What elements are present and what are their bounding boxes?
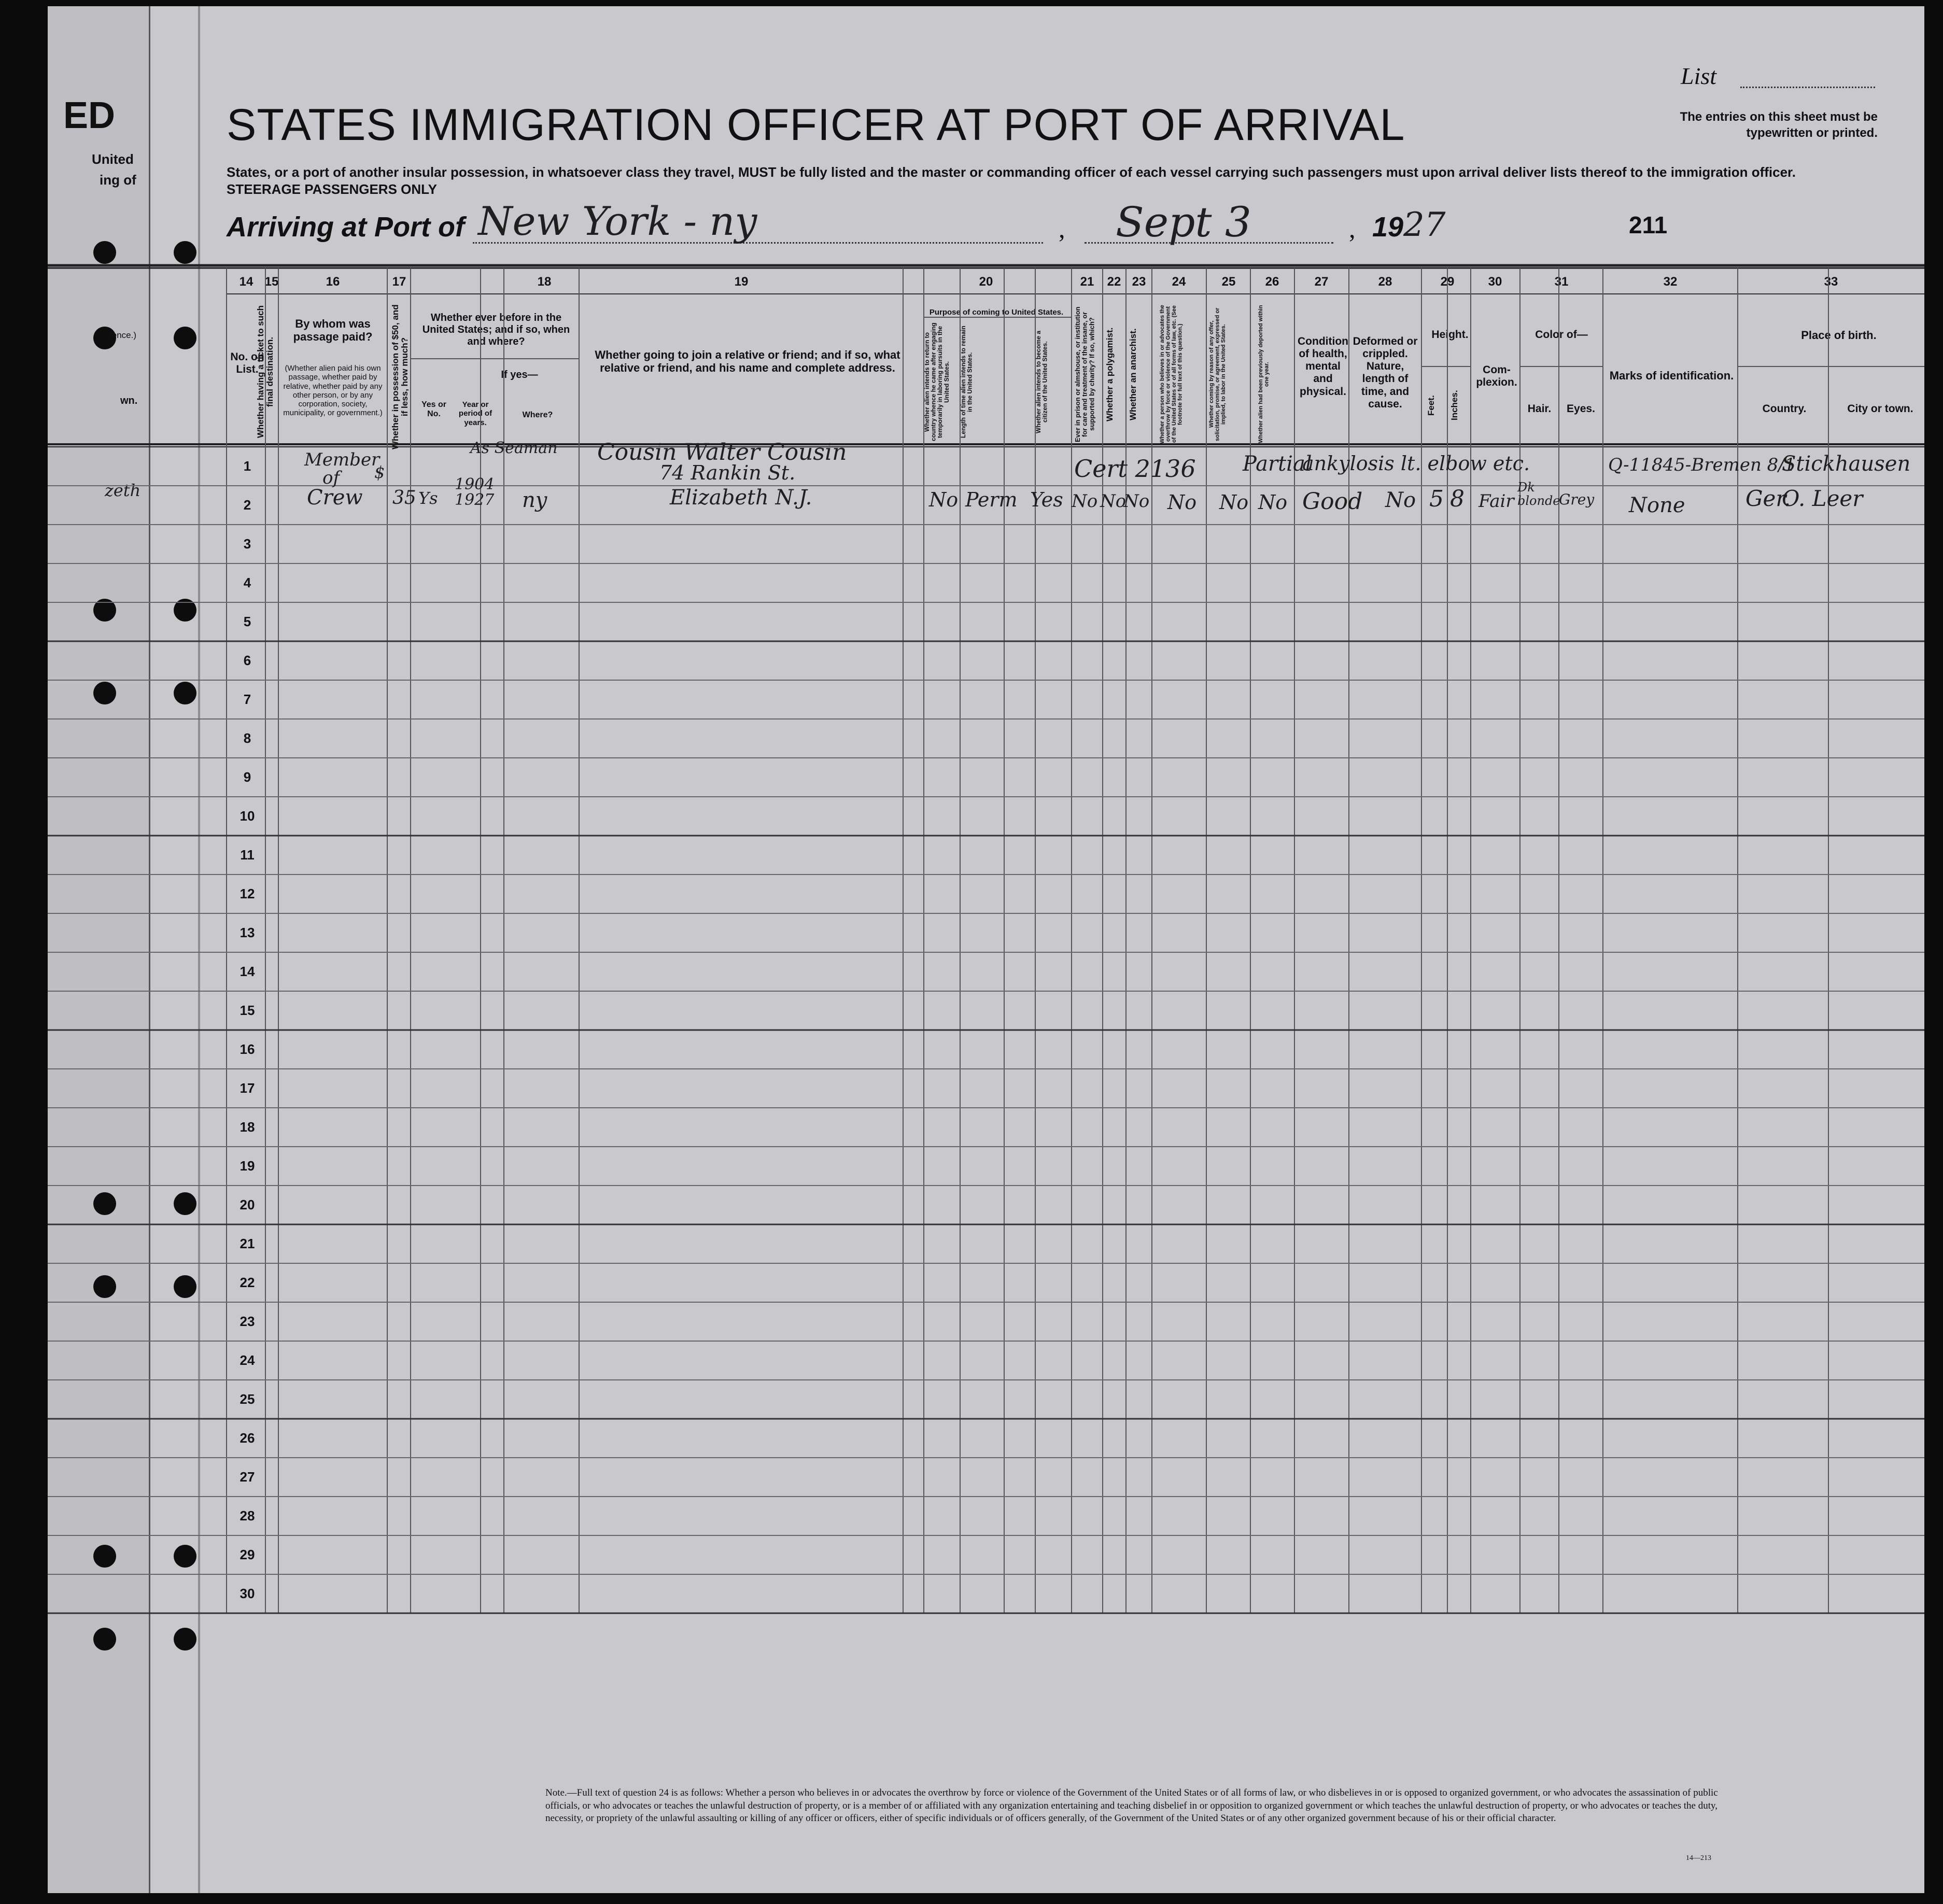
entry-health: Good xyxy=(1302,488,1363,515)
column-number: 18 xyxy=(537,275,552,289)
entry-hair: Dk blonde xyxy=(1517,480,1560,509)
date-handwritten: Sept 3 xyxy=(1116,198,1251,246)
header-city: City or town. xyxy=(1847,403,1913,415)
entry-paid-by-1: Member xyxy=(304,449,380,470)
row-number: 25 xyxy=(240,1391,255,1407)
row-number: 19 xyxy=(240,1158,255,1174)
entry-paid-by-3: Crew xyxy=(307,486,363,510)
entry-country: Ger. xyxy=(1745,486,1791,511)
subtitle: States, or a port of another insular possession, in whatsoever class they travel, MUST be fully listed and the master or commanding officer of each vessel carrying such passengers must upon arrival deliver lists thereof to the immigration officer. xyxy=(227,164,1796,180)
entry-year-2: 1927 xyxy=(455,491,495,509)
left-handwriting: zeth xyxy=(105,481,141,500)
entry-anarchist: No xyxy=(1123,491,1150,512)
row-number: 9 xyxy=(243,769,251,785)
header-eyes: Eyes. xyxy=(1567,403,1595,415)
year-handwritten: 27 xyxy=(1403,206,1446,244)
main-title: STATES IMMIGRATION OFFICER AT PORT OF ARRIVAL xyxy=(227,100,1405,150)
header-color-of: Color of— xyxy=(1535,329,1588,341)
header-contract-labor: Whether coming by reason of any offer, solicitation, promise, or agreement, expressed or implied, to labor in the United States. xyxy=(1208,307,1227,441)
header-purpose-length: Length of time alien intends to remain in the United States. xyxy=(960,326,974,439)
row-number: 11 xyxy=(240,847,255,863)
header-height: Height. xyxy=(1431,329,1469,341)
header-marks: Marks of identification. xyxy=(1609,369,1734,382)
arriving-label: Arriving at Port of xyxy=(227,211,465,243)
entry-year-1: 1904 xyxy=(455,475,495,493)
column-number: 30 xyxy=(1488,275,1502,289)
entry-deported: No xyxy=(1258,491,1288,514)
column-number: 28 xyxy=(1378,275,1392,289)
column-number: 19 xyxy=(734,275,749,289)
left-fragment-3: lence.) xyxy=(110,330,137,340)
header-purpose: Purpose of coming to United States. xyxy=(929,308,1064,317)
header-if-yes: If yes— xyxy=(501,369,538,380)
column-number: 16 xyxy=(326,275,340,289)
column-number: 14 xyxy=(239,275,254,289)
column-number: 21 xyxy=(1080,275,1094,289)
left-fragment-2: ing of xyxy=(100,172,136,188)
header-prison: Ever in prison or almshouse, or institution for care and treatment of the insane, or supported by charity? If so, which? xyxy=(1074,306,1096,442)
row-number: 5 xyxy=(243,614,251,629)
row-number: 30 xyxy=(240,1586,255,1601)
entry-eyes: Grey xyxy=(1559,491,1595,508)
row-number: 16 xyxy=(240,1041,255,1057)
header-health: Condition of health, mental and physical. xyxy=(1298,335,1348,398)
column-number: 17 xyxy=(392,275,406,289)
left-fragment-1: United xyxy=(92,151,134,167)
column-number: 20 xyxy=(979,275,993,289)
row-number: 7 xyxy=(243,692,251,707)
entry-as-seaman: As Seaman xyxy=(470,439,558,457)
port-handwritten: New York - ny xyxy=(478,198,757,244)
entry-overthrow: No xyxy=(1167,491,1197,514)
header-complexion: Com- plexion. xyxy=(1476,364,1517,389)
entry-deformed: No xyxy=(1385,488,1416,512)
column-number: 22 xyxy=(1107,275,1121,289)
row-number: 15 xyxy=(240,1003,255,1018)
entry-contract: No xyxy=(1219,491,1249,514)
entry-before-yes: Ys xyxy=(418,488,438,508)
row-number: 12 xyxy=(240,886,255,901)
entry-inches: 8 xyxy=(1450,486,1465,512)
entry-cash-symbol: $ xyxy=(374,462,385,482)
column-number: 23 xyxy=(1132,275,1146,289)
header-overthrow: Whether a person who believes in or advocates the overthrow by force or violence of the Government of the United States or of all forms of law, etc. (See footnote for full text of this question.) xyxy=(1159,305,1184,444)
entry-paid-by-2: of xyxy=(322,468,340,488)
header-deformed: Deformed or crippled. Nature, length of time, and cause. xyxy=(1353,335,1418,410)
row-number: 8 xyxy=(243,730,251,746)
header-by-whom-note: (Whether alien paid his own passage, whether paid by relative, whether paid by any other person, or by any corporation, society, municipality, or government.) xyxy=(283,364,383,418)
entry-where: ny xyxy=(522,488,547,512)
header-by-whom: By whom was passage paid? xyxy=(293,317,373,344)
comma: , xyxy=(1059,214,1065,243)
row-number: 26 xyxy=(240,1430,255,1446)
header-polygamist: Whether a polygamist. xyxy=(1105,327,1115,421)
title-fragment: ED xyxy=(63,95,116,136)
entry-city-2: O. Leer xyxy=(1782,486,1863,511)
header-possession: Whether in possession of $50, and if less, how much? xyxy=(390,304,410,449)
entry-feet: 5 xyxy=(1429,486,1444,512)
header-country: Country. xyxy=(1762,403,1807,415)
entry-marks: None xyxy=(1629,493,1685,517)
sheet-number: 211 xyxy=(1629,211,1668,238)
row-number: 1 xyxy=(243,458,251,474)
column-number: 33 xyxy=(1824,275,1838,289)
row-number: 3 xyxy=(243,536,251,552)
header-before-us: Whether ever before in the United States; and if so, when and where? xyxy=(422,312,570,347)
entry-polygamist: No xyxy=(1100,491,1127,512)
column-number: 26 xyxy=(1265,275,1279,289)
entry-prison: No xyxy=(1072,491,1098,512)
entry-partial: Partial xyxy=(1243,452,1312,476)
header-year-period: Year or period of years. xyxy=(458,400,492,427)
entries-note: The entries on this sheet must be typewritten or printed. xyxy=(1680,110,1878,140)
header-purpose-return: Whether alien intends to return to country whence he came after engaging temporarily in laboring pursuits in the United States. xyxy=(923,322,950,442)
header-purpose-citizen: Whether alien intends to become a citizen of the United States. xyxy=(1035,330,1049,434)
row-number: 6 xyxy=(243,653,251,668)
table-grid xyxy=(48,6,1924,1893)
entry-marks-ref: Q-11845-Bremen 8/1 xyxy=(1608,455,1796,475)
column-number: 27 xyxy=(1314,275,1329,289)
column-number: 25 xyxy=(1221,275,1236,289)
entry-complexion: Fair xyxy=(1479,491,1514,512)
entry-ankylosis: ankylosis lt. elbow etc. xyxy=(1302,452,1530,475)
row-number: 21 xyxy=(240,1236,255,1251)
header-feet: Feet. xyxy=(1426,395,1436,416)
row-number: 23 xyxy=(240,1314,255,1329)
row-number: 28 xyxy=(240,1508,255,1524)
year-prefix: 19 xyxy=(1372,211,1404,243)
row-number: 13 xyxy=(240,925,255,940)
header-deported: Whether alien had been previously deported within one year. xyxy=(1258,305,1270,444)
row-number: 4 xyxy=(243,575,251,590)
row-number: 27 xyxy=(240,1469,255,1485)
entry-relative-line-3: Elizabeth N.J. xyxy=(670,486,812,510)
entry-city-1: Stickhausen xyxy=(1782,452,1911,476)
header-join-relative: Whether going to join a relative or friend; and if so, what relative or friend, and his name and complete address. xyxy=(595,348,900,375)
row-number: 14 xyxy=(240,964,255,979)
comma-2: , xyxy=(1349,214,1356,243)
entry-return: No xyxy=(929,488,959,511)
column-number: 29 xyxy=(1440,275,1455,289)
column-number: 31 xyxy=(1554,275,1569,289)
row-number: 10 xyxy=(240,808,255,824)
row-number: 29 xyxy=(240,1547,255,1562)
manifest-sheet xyxy=(48,6,1924,1893)
row-number: 20 xyxy=(240,1197,255,1212)
entry-relative-line-2: 74 Rankin St. xyxy=(659,461,796,484)
row-number: 22 xyxy=(240,1275,255,1290)
header-where: Where? xyxy=(522,411,553,419)
entry-relative-line-1: Cousin Walter Cousin xyxy=(597,439,847,466)
left-fragment-4: wn. xyxy=(120,395,138,406)
entry-cash: 35 xyxy=(392,487,416,509)
row-number: 17 xyxy=(240,1080,255,1096)
entry-length: Perm xyxy=(965,488,1018,511)
column-number: 32 xyxy=(1663,275,1678,289)
steerage-label: STEERAGE PASSENGERS ONLY xyxy=(227,181,437,197)
header-place-birth: Place of birth. xyxy=(1801,329,1877,342)
column-number: 15 xyxy=(264,275,279,289)
entry-citizen: Yes xyxy=(1030,488,1063,511)
header-yes-no: Yes or No. xyxy=(421,400,447,419)
header-no-on-list: No. on List. xyxy=(230,351,264,376)
list-label: List xyxy=(1681,63,1717,89)
entry-cert: Cert 2136 xyxy=(1074,455,1196,483)
header-inches: Inches. xyxy=(1449,390,1459,421)
row-number: 24 xyxy=(240,1352,255,1368)
footnote-question-24: Note.—Full text of question 24 is as follows: Whether a person who believes in or advocates the overthrow by force or violence of the Government of the United States or of all forms of law, or who disbelieves in or is opposed to organized government, or who advocates the assassination of public officials, or who advocates or teaches the unlawful destruction of property, or is a member of or affiliated with any organization entertaining and teaching disbelief in or opposition to organized government or which teaches the unlawful destruction of property, or who advocates or teaches the duty, necessity, or propriety of the unlawful assaulting or killing of any officer or officers, either of specific individuals or of officers generally, of the Government of the United States or of any other organized government because of his or their official character. xyxy=(545,1787,1718,1824)
form-number: 14—213 xyxy=(1686,1854,1711,1862)
row-number: 2 xyxy=(243,497,251,513)
column-number: 24 xyxy=(1172,275,1186,289)
header-ticket: Whether having a ticket to such final destination. xyxy=(256,305,275,438)
header-anarchist: Whether an anarchist. xyxy=(1128,328,1138,420)
row-number: 18 xyxy=(240,1119,255,1135)
header-hair: Hair. xyxy=(1527,403,1552,415)
